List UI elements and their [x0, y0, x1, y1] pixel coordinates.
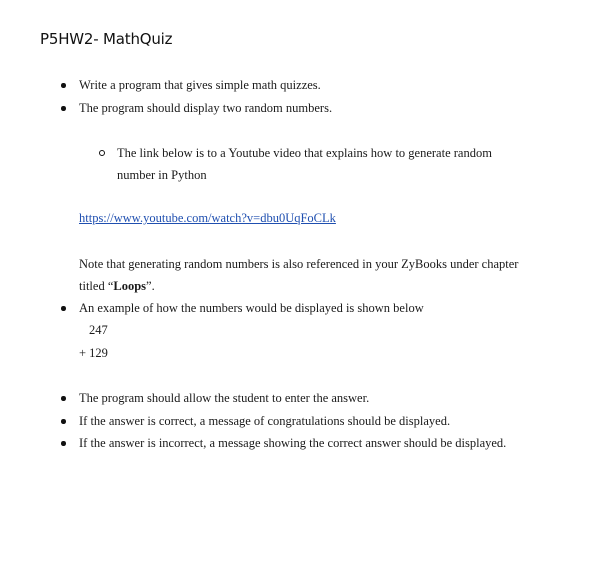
bullet-item: An example of how the numbers would be displayed is shown below — [79, 301, 424, 315]
document-title: P5HW2- MathQuiz — [40, 30, 173, 48]
bullet-item: The program should allow the student to enter the answer. — [79, 391, 370, 405]
note-prefix: titled “ — [79, 279, 114, 293]
note-bold-loops: Loops — [113, 279, 147, 293]
sub-bullet-line: The link below is to a Youtube video that explains how to generate random — [117, 146, 492, 160]
bullet-item: If the answer is incorrect, a message showing the correct answer should be displayed. — [79, 436, 507, 450]
youtube-link-line — [79, 210, 336, 226]
note-suffix: ”. — [146, 279, 155, 293]
bullet-item: The program should display two random numbers. — [79, 101, 333, 115]
bullet-item: If the answer is correct, a message of congratulations should be displayed. — [79, 414, 451, 428]
bullet-item: Write a program that gives simple math quizzes. — [79, 78, 321, 92]
sub-bullet-icon — [99, 150, 105, 156]
note-line: Note that generating random numbers is also referenced in your ZyBooks under chapter — [79, 257, 519, 271]
bullet-icon — [61, 83, 66, 88]
bullet-icon — [61, 419, 66, 424]
example-number-1: 247 — [89, 323, 108, 337]
sub-bullet-line: number in Python — [117, 168, 207, 182]
note-line — [79, 278, 155, 294]
bullet-icon — [61, 441, 66, 446]
bullet-icon — [61, 106, 66, 111]
bullet-icon — [61, 396, 66, 401]
example-number-2: + 129 — [79, 346, 108, 360]
youtube-link[interactable]: https://www.youtube.com/watch?v=dbu0UqFoCLk — [79, 211, 336, 225]
bullet-icon — [61, 306, 66, 311]
